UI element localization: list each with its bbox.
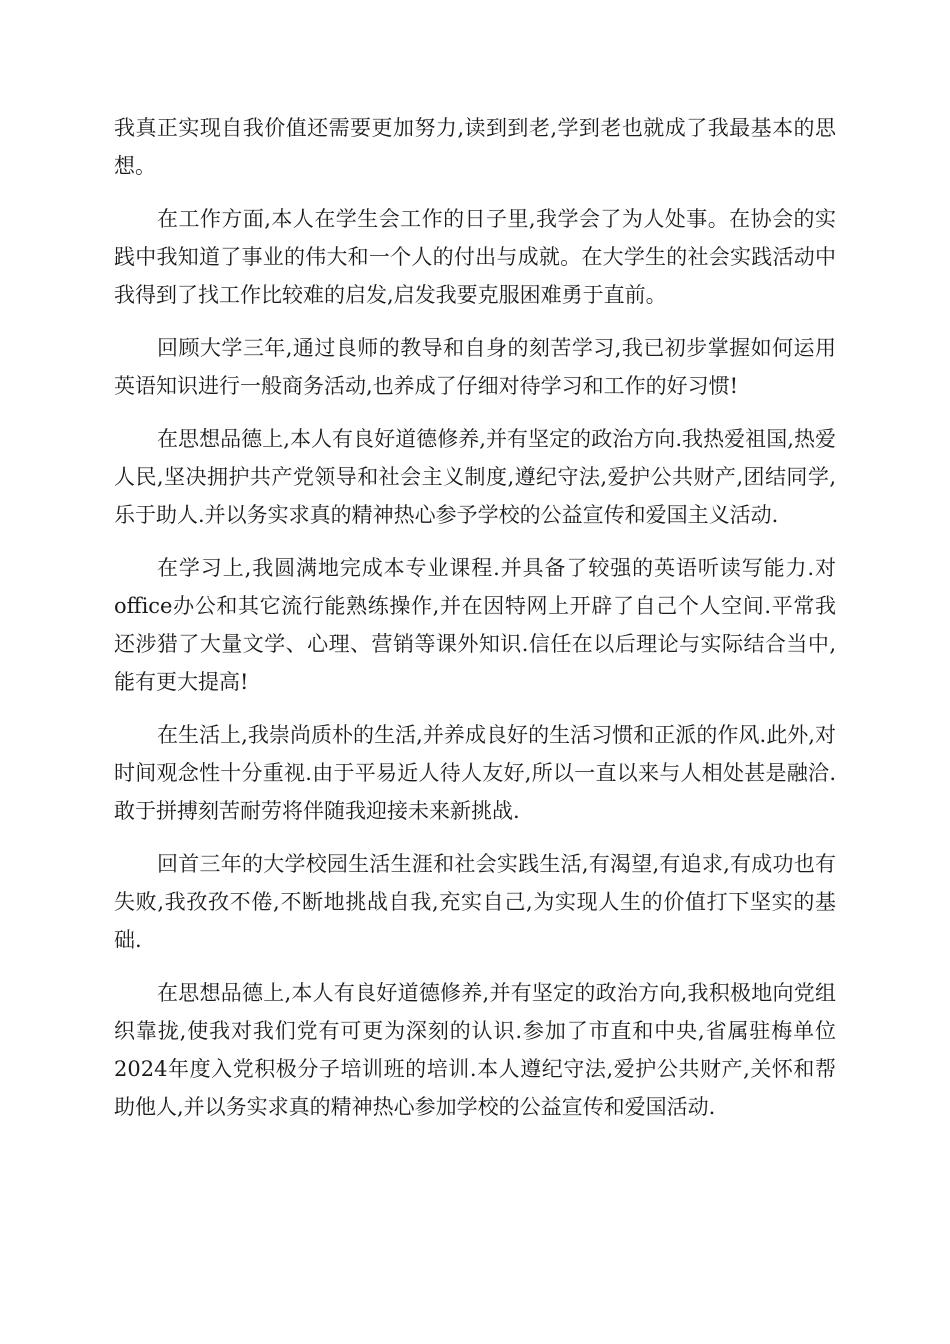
- paragraph-life: 在生活上,我崇尚质朴的生活,并养成良好的生活习惯和正派的作风.此外,对时间观念性十分重视.由于平易近人待人友好,所以一直以来与人相处甚是融洽.敢于拼搏刻苦耐劳将伴随我迎接未来新挑战.: [114, 723, 836, 823]
- paragraph-study: 在学习上,我圆满地完成本专业课程.并具备了较强的英语听读写能力.对office办公和其它流行能熟练操作,并在因特网上开辟了自己个人空间.平常我还涉猎了大量文学、心理、营销等课外知识.信任在以后理论与实际结合当中,能有更大提高!: [114, 556, 836, 694]
- paragraph-morality: 在思想品德上,本人有良好道德修养,并有坚定的政治方向.我热爱祖国,热爱人民,坚决拥护共产党领导和社会主义制度,遵纪守法,爱护公共财产,团结同学,乐于助人.并以务实求真的精神热心参予学校的公益宣传和爱国主义活动.: [114, 427, 836, 527]
- paragraph-retrospect: 回首三年的大学校园生活生涯和社会实践生活,有渴望,有追求,有成功也有失败,我孜孜不倦,不断地挑战自我,充实自己,为实现人生的价值打下坚实的基础.: [114, 852, 836, 952]
- document-page: [114, 109, 836, 1141]
- paragraph-work: 在工作方面,本人在学生会工作的日子里,我学会了为人处事。在协会的实践中我知道了事业的伟大和一个人的付出与成就。在大学生的社会实践活动中我得到了找工作比较难的启发,启发我要克服困难勇于直前。: [114, 207, 836, 307]
- paragraph-continuation: 我真正实现自我价值还需要更加努力,读到到老,学到老也就成了我最基本的思想。: [114, 116, 836, 178]
- paragraph-review: 回顾大学三年,通过良师的教导和自身的刻苦学习,我已初步掌握如何运用英语知识进行一般商务活动,也养成了仔细对待学习和工作的好习惯!: [114, 336, 836, 398]
- paragraph-morality-2: 在思想品德上,本人有良好道德修养,并有坚定的政治方向,我积极地向党组织靠拢,使我对我们党有可更为深刻的认识.参加了市直和中央,省属驻梅单位2024年度入党积极分子培训班的培训.本人遵纪守法,爱护公共财产,关怀和帮助他人,并以务实求真的精神热心参加学校的公益宣传和爱国活动.: [114, 981, 836, 1119]
